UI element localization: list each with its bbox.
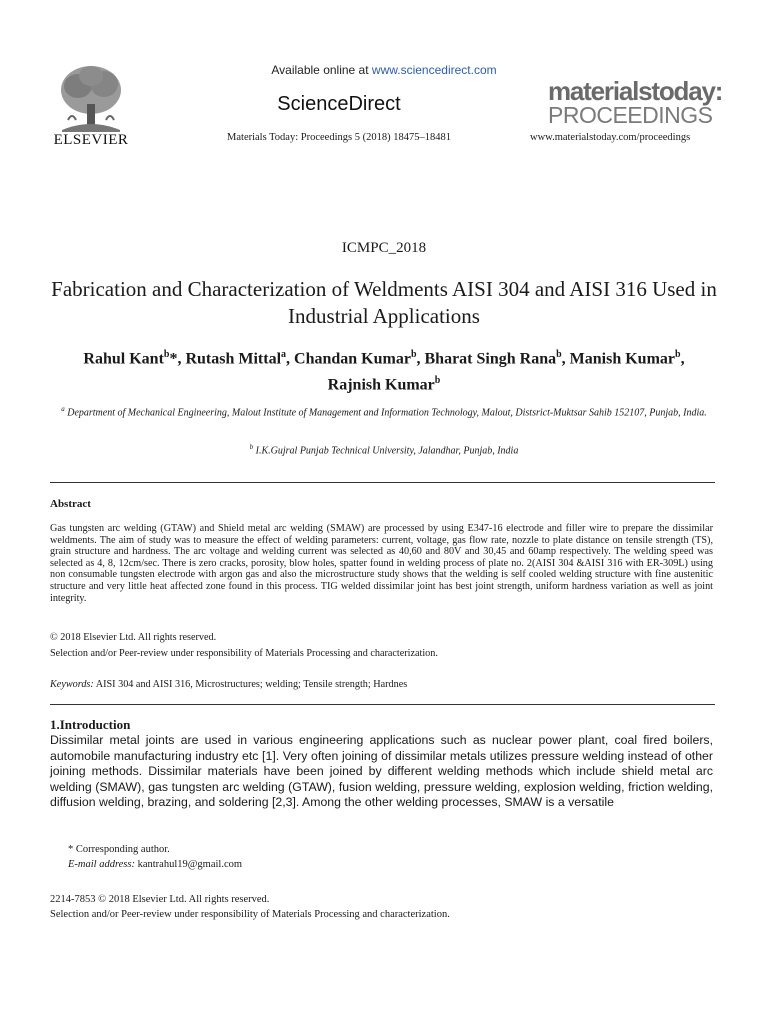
author-name: Rahul Kant — [83, 350, 164, 368]
email-footnote — [68, 859, 242, 870]
affiliation-b — [60, 443, 708, 456]
abstract-heading: Abstract — [50, 498, 91, 510]
paper-title: Fabrication and Characterization of Weldments AISI 304 and AISI 316 Used in Industrial Applications — [51, 277, 717, 328]
author-separator: , — [416, 350, 425, 368]
issn-line: 2214-7853 © 2018 Elsevier Ltd. All rights reserved. — [50, 894, 270, 905]
available-online-line — [0, 63, 768, 77]
materials-today-logo — [548, 76, 723, 128]
affiliation-text: Department of Mechanical Engineering, Malout Institute of Management and Information Technology, Malout, Distsrict-Muktsar Sahib 152107, Punjab, India. — [64, 407, 707, 419]
author-separator: , — [286, 350, 295, 368]
brand-bottom: PROCEEDINGS — [548, 102, 713, 128]
author-list — [50, 344, 718, 397]
conference-name: ICMPC_2018 — [341, 240, 427, 256]
journal-reference: Materials Today: Proceedings 5 (2018) 18475–18481 — [227, 132, 451, 143]
author-affiliation-mark: b — [410, 349, 417, 360]
publisher-name: ELSEVIER — [53, 132, 129, 148]
keywords-line — [50, 679, 407, 690]
brand-top: materialstoday: — [548, 76, 723, 106]
introduction-heading: 1.Introduction — [50, 717, 131, 732]
divider — [50, 482, 715, 483]
corresponding-author-note: * Corresponding author. — [68, 844, 170, 855]
author-name: Chandan Kumar — [294, 350, 411, 368]
author-name: Manish Kumar — [569, 350, 675, 368]
author-affiliation-mark: a — [281, 349, 287, 360]
author-affiliation-mark: b — [434, 375, 441, 387]
author-name: Bharat Singh Rana — [424, 350, 557, 368]
available-prefix: Available online at — [271, 63, 372, 77]
sciencedirect-title: ScienceDirect — [277, 93, 401, 115]
author-separator: *, — [169, 350, 186, 368]
author-name: Rutash Mittal — [185, 350, 282, 368]
divider — [50, 704, 715, 705]
abstract-body: Gas tungsten arc welding (GTAW) and Shield metal arc welding (SMAW) are processed by using E347-16 electrode and filler wire to prepare the dissimilar weldments. The aim of study was to measure the effect of welding parameters: current, voltage, gas flow rate, nozzle to plate distance on tensile strength (TS), grain structure and hardness. The arc voltage and welding current was selected as 40,60 and 80V and 30,45 and 60amp respectively. The welding speed was selected as 4, 8, 12cm/sec. There is zero cracks, porosity, blow holes, spatter found in welding process of plate no. 2(AISI 304 &AISI 316 with ER-309L) using non consumable tungsten electrode with argon gas and also the microstructure study shows that the welding is self cooled welding structure with fine austenitic structure and very little heat affected zone found in this process. TIG welded dissimilar joint has best joint strength, uniform hardness variation as well as joint integrity. — [50, 523, 713, 604]
copyright-notice: © 2018 Elsevier Ltd. All rights reserved. — [50, 632, 217, 643]
affiliation-mark: b — [249, 443, 254, 451]
affiliation-text: I.K.Gujral Punjab Technical University, Jalandhar, Punjab, India — [253, 445, 519, 457]
email-label: E-mail address: — [68, 859, 135, 870]
affiliation-mark: a — [61, 405, 65, 413]
affiliation-a — [60, 402, 708, 420]
author-affiliation-mark: b — [163, 349, 170, 360]
author-name: Rajnish Kumar — [327, 376, 435, 394]
author-affiliation-mark: b — [556, 349, 562, 360]
keywords-text: AISI 304 and AISI 316, Microstructures; welding; Tensile strength; Hardnes — [93, 679, 408, 690]
footer-peer-review: Selection and/or Peer-review under responsibility of Materials Processing and characterization. — [50, 909, 450, 920]
proceedings-url[interactable]: www.materialstoday.com/proceedings — [530, 132, 691, 143]
author-separator: , — [561, 350, 570, 368]
author-affiliation-mark: b — [675, 349, 681, 360]
sciencedirect-link[interactable]: www.sciencedirect.com — [371, 63, 497, 77]
introduction-body: Dissimilar metal joints are used in various engineering applications such as nuclear power plant, coal fired boilers, automobile manufacturing industry etc [1]. Very often joining of dissimilar metals utilizes pressure welding instead of other joining methods. Dissimilar materials have been joined by different welding methods which include shield metal arc welding (SMAW), gas tungsten arc welding (GTAW), fusion welding, pressure welding, explosion welding, friction welding, diffusion welding, brazing, and soldering [2,3]. Among the other welding processes, SMAW is a versatile — [50, 733, 713, 810]
keywords-label: Keywords: — [50, 679, 94, 690]
email-address[interactable]: kantrahul19@gmail.com — [134, 859, 243, 870]
peer-review-note: Selection and/or Peer-review under responsibility of Materials Processing and characterization. — [50, 648, 438, 659]
author-separator: , — [680, 350, 685, 368]
